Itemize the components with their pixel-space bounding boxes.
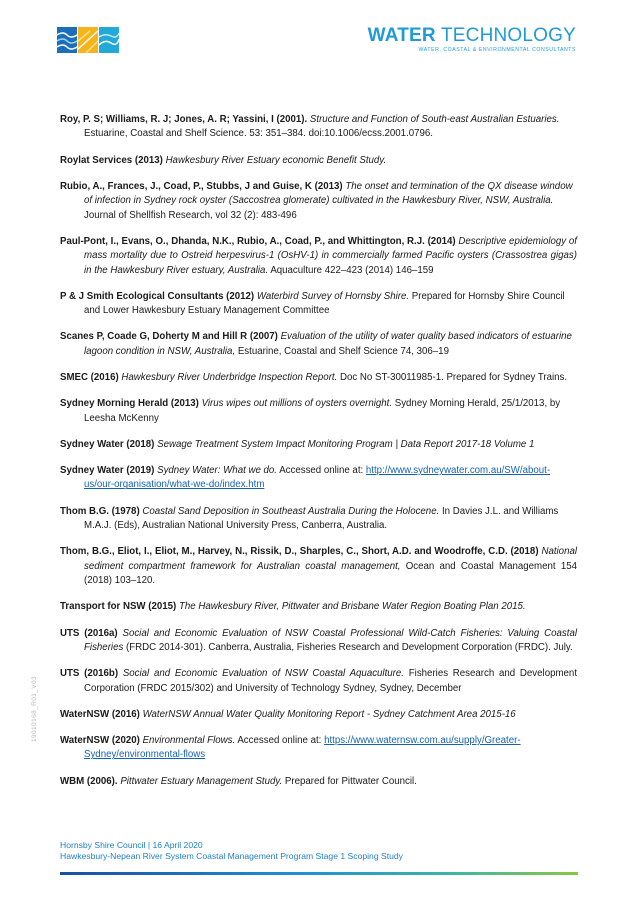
- page-footer: [60, 840, 403, 862]
- reference-authors: Thom B.G. (1978): [60, 505, 140, 517]
- reference-details: Aquaculture 422–423 (2014) 146–159: [270, 264, 434, 276]
- reference-details: Accessed online at:: [279, 465, 364, 477]
- reference-authors: Thom, B.G., Eliot, I., Eliot, M., Harvey, N., Rissik, D., Sharples, C., Short, A.D. and Woodroffe, C.D. (2018): [60, 546, 539, 558]
- document-code: 19010168_R01_V03: [31, 675, 38, 742]
- client-logo: [57, 27, 119, 53]
- reference-title: Waterbird Survey of Hornsby Shire.: [256, 290, 410, 302]
- waves-logo-icon: [57, 27, 119, 53]
- reference-authors: UTS (2016a): [60, 627, 118, 639]
- reference-entry: [60, 154, 577, 168]
- reference-entry: [60, 438, 577, 452]
- reference-title: WaterNSW Annual Water Quality Monitoring Report - Sydney Catchment Area 2015-16: [142, 708, 516, 720]
- brand-name: WATER TECHNOLOGY: [367, 25, 576, 46]
- reference-title: Evaluation of the utility of water quality based indicators of estuarine lagoon condition in NSW, Australia,: [84, 331, 572, 357]
- footer-project-title: Hawkesbury-Nepean River System Coastal Management Program Stage 1 Scoping Study: [60, 851, 403, 861]
- reference-title: Descriptive epidemiology of mass mortality due to Ostreid herpesvirus-1 (OsHV-1) in commercially farmed Pacific oysters (Crassostrea gigas) in the Hawkesbury River estuary, Australia.: [84, 235, 577, 276]
- reference-authors: Roylat Services (2013): [60, 154, 163, 166]
- reference-title: National sediment compartment framework for Australian coastal management,: [84, 546, 577, 572]
- reference-authors: Roy, P. S; Williams, R. J; Jones, A. R; Yassini, I (2001).: [60, 114, 308, 125]
- reference-entry: [60, 545, 577, 588]
- reference-entry: [60, 667, 577, 696]
- reference-entry: [60, 600, 577, 614]
- reference-entry: [60, 330, 577, 359]
- reference-details: (FRDC 2014-301). Canberra, Australia, Fisheries Research and Development Corporation (FRDC). July.: [126, 641, 573, 653]
- reference-authors: WaterNSW (2020): [60, 734, 140, 746]
- reference-title: Sydney Water: What we do.: [157, 465, 278, 477]
- reference-title: Virus wipes out millions of oysters overnight.: [201, 398, 393, 410]
- reference-authors: UTS (2016b): [60, 668, 119, 680]
- reference-list: [60, 113, 577, 801]
- reference-authors: SMEC (2016): [60, 372, 119, 384]
- reference-authors: Sydney Morning Herald (2013): [60, 398, 199, 410]
- reference-details: Estuarine, Coastal and Shelf Science 74, 306–19: [237, 345, 449, 357]
- reference-authors: P & J Smith Ecological Consultants (2012): [60, 290, 255, 302]
- reference-authors: Sydney Water (2018): [60, 438, 155, 450]
- reference-entry: [60, 371, 577, 385]
- reference-link[interactable]: http://www.sydneywater.com.au/SW/about-us/our-organisation/what-we-do/index.htm: [84, 465, 551, 491]
- reference-link[interactable]: https://www.waternsw.com.au/supply/Greater-Sydney/environmental-flows: [84, 734, 521, 761]
- reference-authors: Scanes P, Coade G, Doherty M and Hill R (2007): [60, 331, 278, 343]
- footer-gradient-bar: [60, 872, 578, 875]
- reference-details: Sydney Morning Herald, 25/1/2013, by Leesha McKenny: [84, 398, 561, 424]
- reference-details: In Davies J.L. and Williams M.A.J. (Eds), Australian National University Press, Canberra, Australia.: [84, 505, 559, 532]
- reference-entry: [60, 464, 577, 493]
- reference-title: Structure and Function of South-east Australian Estuaries.: [309, 114, 560, 125]
- reference-entry: [60, 775, 577, 789]
- reference-title: Pittwater Estuary Management Study.: [120, 775, 283, 787]
- reference-title: The Hawkesbury River, Pittwater and Brisbane Water Region Boating Plan 2015.: [178, 601, 526, 613]
- reference-title: Coastal Sand Deposition in Southeast Australia During the Holocene.: [142, 505, 440, 517]
- reference-entry: [60, 708, 577, 722]
- brand-tagline: WATER, COASTAL & ENVIRONMENTAL CONSULTANTS: [418, 47, 576, 53]
- reference-details: Doc No ST-30011985-1. Prepared for Sydney Trains.: [340, 372, 568, 384]
- reference-details: Prepared for Pittwater Council.: [284, 775, 417, 787]
- reference-title: Social and Economic Evaluation of NSW Coastal Aquaculture.: [122, 668, 404, 680]
- reference-entry: [60, 290, 577, 319]
- reference-title: Environmental Flows.: [142, 734, 236, 746]
- reference-title: Hawkesbury River Estuary economic Benefit Study.: [165, 154, 387, 166]
- reference-entry: [60, 505, 577, 534]
- footer-client-date: Hornsby Shire Council | 16 April 2020: [60, 840, 203, 850]
- reference-title: Social and Economic Evaluation of NSW Coastal Professional Wild-Catch Fisheries: Valuing Coastal Fisheries: [84, 627, 578, 653]
- reference-entry: [60, 627, 577, 656]
- reference-details: Accessed online at:: [237, 734, 322, 746]
- reference-entry: [60, 235, 577, 278]
- reference-details: Estuarine, Coastal and Shelf Science. 53: 351–384. doi:10.1006/ecss.2001.0796.: [84, 128, 434, 140]
- reference-details: Fisheries Research and Development Corporation (FRDC 2015/302) and University of Technology Sydney, Sydney, December: [84, 668, 578, 694]
- reference-entry: [60, 113, 577, 142]
- reference-authors: Sydney Water (2019): [60, 465, 155, 477]
- reference-entry: [60, 397, 577, 426]
- reference-details: Ocean and Coastal Management 154 (2018) 103–120.: [84, 560, 577, 587]
- reference-details: Journal of Shellfish Research, vol 32 (2): 483-496: [84, 209, 297, 221]
- reference-authors: WaterNSW (2016): [60, 708, 140, 720]
- reference-title: Sewage Treatment System Impact Monitoring Program | Data Report 2017-18 Volume 1: [157, 438, 535, 450]
- reference-authors: Rubio, A., Frances, J., Coad, P., Stubbs, J and Guise, K (2013): [60, 180, 343, 192]
- brand-logo: [368, 26, 576, 53]
- reference-details: Prepared for Hornsby Shire Council and Lower Hawkesbury Estuary Management Committee: [84, 290, 565, 317]
- reference-title: The onset and termination of the QX disease window of infection in Sydney rock oyster (Saccostrea glomerate) cultivated in the Hawkesbury River, NSW, Australia.: [84, 180, 573, 207]
- reference-authors: Paul-Pont, I., Evans, O., Dhanda, N.K., Rubio, A., Coad, P., and Whittington, R.J. (2014): [60, 235, 456, 247]
- reference-authors: Transport for NSW (2015): [60, 601, 177, 613]
- reference-title: Hawkesbury River Underbridge Inspection Report.: [121, 372, 338, 384]
- reference-authors: WBM (2006).: [60, 775, 118, 787]
- reference-entry: [60, 180, 577, 223]
- reference-entry: [60, 734, 577, 763]
